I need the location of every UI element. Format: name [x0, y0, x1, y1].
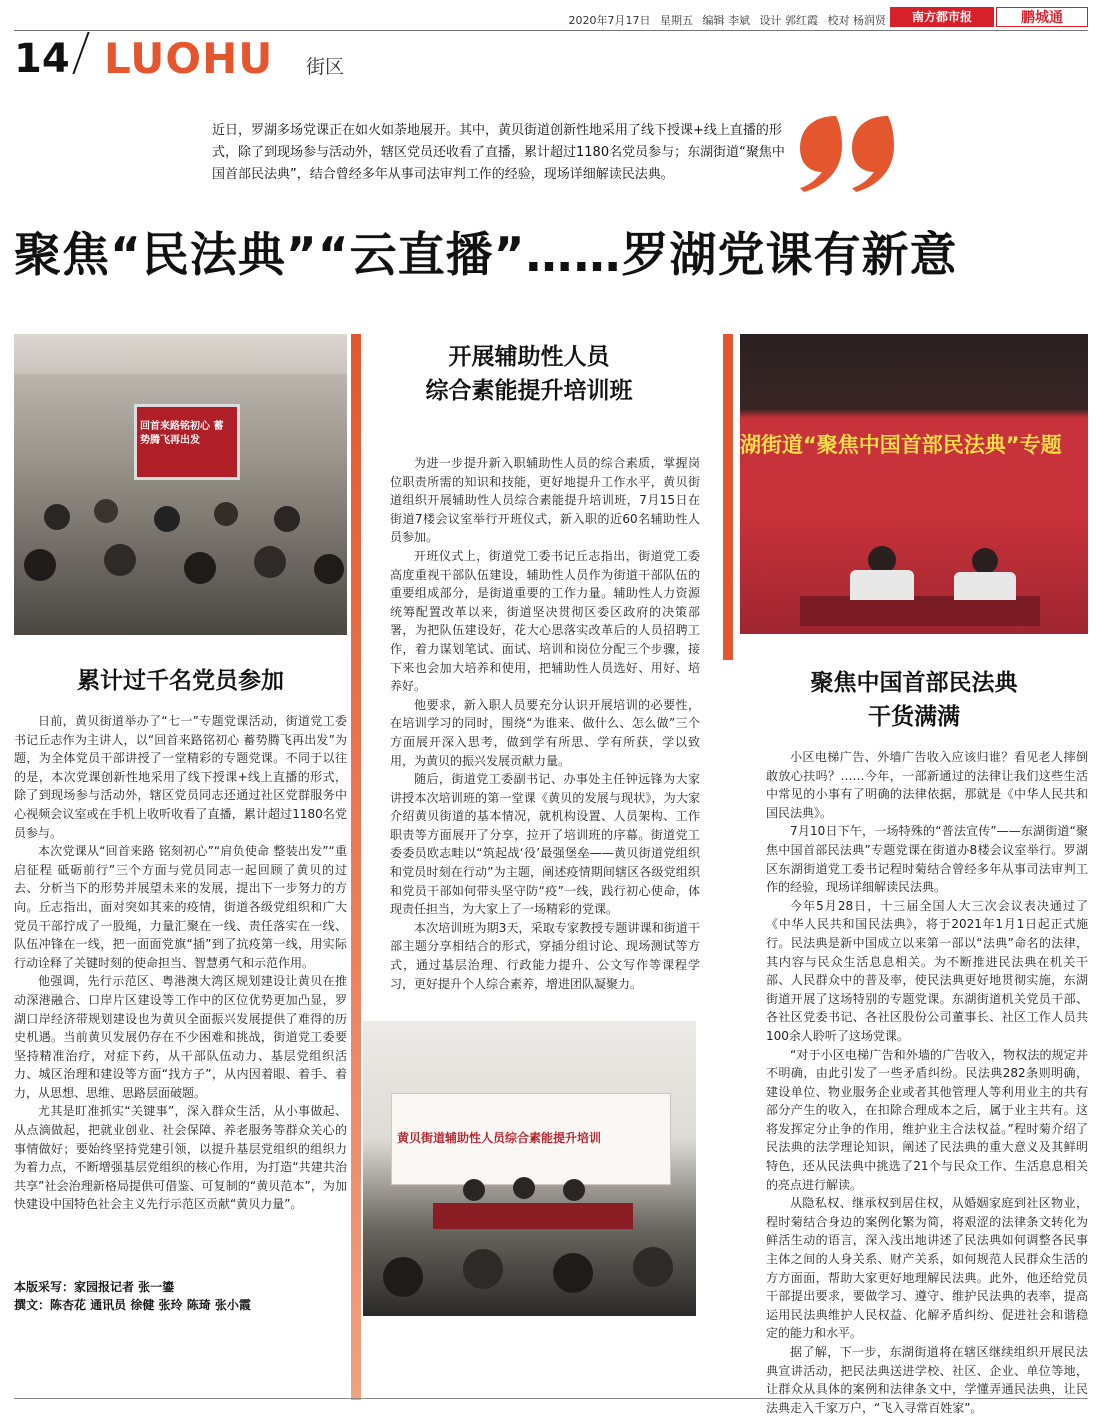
quote-icon: [796, 112, 894, 192]
photo-screen-caption: 回首来路铭初心 蓄势腾飞再出发: [140, 421, 224, 446]
middle-paragraph: 他要求，新入职人员要充分认识开展培训的必要性，在培训学习的同时，围绕“为谁来、做什么、怎么做”三个方面展开深入思考，做到学有所思、学有所获，学以致用，为黄贝的振兴发展贡献力量。: [390, 697, 700, 768]
right-paragraph: 今年5月28日，十三届全国人大三次会议表决通过了《中华人民共和国民法典》，将于2021年1月1日起正式施行。民法典是新中国成立以来第一部以“法典”命名的法律，其内容与民众生活息息相关。为不断推进民法典在机关干部、人民群众中的普及率，使民法典更好地贯彻实施，东湖街道开展了这场特别的专题党课。东湖街道机关党员干部、各社区党委书记、各社区股份公司董事长、社区工作人员共100余人聆听了这场党课。: [766, 898, 1088, 1043]
right-paragraph: 从隐私权、继承权到居住权，从婚姻家庭到社区物业，程时菊结合身边的案例化繁为简，将艰涩的法律条文转化为鲜活生动的语言，深入浅出地讲述了民法典如何调整各民事主体之间的人身关系、财产关系，如何规范人民群众生活的方方面面，帮助大家更好地理解民法典。此外，他还给党员干部提出要求，要做学习、遵守、维护民法典的表率，提高运用民法典维护人民权益、化解矛盾纠纷、促进社会和谐稳定的能力和水平。: [766, 1196, 1088, 1341]
issue-weekday: 星期五: [660, 14, 693, 27]
left-paragraph: 日前，黄贝街道举办了“七一”专题党课活动，街道党工委书记丘志作为主讲人，以“回首来路铭初心 蓄势腾飞再出发”为题，为全体党员干部讲授了一堂精彩的专题党课。不同于以往的是，本次党课创新性地采用了线下授课+线上直播的形式，除了到现场参与活动外，辖区党员同志还通过社区党群服务中心视频会议室或在手机上收听收看了直播，累计超过1180名党员参与。: [14, 714, 347, 840]
right-paragraph: 小区电梯广告、外墙广告收入应该归谁？看见老人摔倒敢放心扶吗？……今年，一部新通过的法律让我们这些生活中常见的小事有了明确的法律依据，那就是《中华人民共和国民法典》。: [766, 750, 1088, 820]
sub-brand-logo: 鹏城通: [996, 7, 1088, 27]
middle-paragraph: 本次培训班为期3天，采取专家教授专题讲课和街道干部主题分享相结合的形式，穿插分组讨论、现场测试等方式，通过基层治理、行政能力提升、公文写作等课程学习，更好提升个人综合素养，增进团队凝聚力。: [390, 920, 700, 991]
photo-classroom-lecture: [14, 334, 347, 635]
left-paragraph: 本次党课从“回首来路 铭刻初心”“肩负使命 整装出发”“重启征程 砥砺前行”三个方面与党员同志一起回顾了黄贝的过去、分析当下的形势并展望未来的发展，提出下一步努力的方向。丘志指出，面对突如其来的疫情，街道各级党组织和广大党员干部拧成了一股绳，力量汇聚在一线、责任落实在一线、队伍冲锋在一线，把一面面党旗“插”到了抗疫第一线，用实际行动诠释了关键时刻的使命担当、智慧勇气和示范作用。: [14, 844, 347, 970]
right-paragraph: “对于小区电梯广告和外墙的广告收入，物权法的规定并不明确，由此引发了一些矛盾纠纷。民法典282条则明确，建设单位、物业服务企业或者其他管理人等利用业主的共有部分产生的收入，在扣除合理成本之后，属于业主共有。这将发挥定分止争的作用，维护业主合法权益。”程时菊介绍了民法典的法学理论知识，阐述了民法典的重大意义及其鲜明特色，还从民法典中挑选了21个与民众工作、生活息息相关的亮点进行解读。: [766, 1047, 1088, 1192]
intro-summary: 近日，罗湖多场党课正在如火如荼地展开。其中，黄贝街道创新性地采用了线下授课+线上直播的形式，除了到现场参与活动外，辖区党员还收看了直播，累计超过1180名党员参与；东湖街道“聚焦中国首部民法典”，结合曾经多年从事司法审判工作的经验，现场详细解读民法典。: [212, 123, 785, 182]
left-paragraph: 尤其是盯准抓实“关键事”，深入群众生活，从小事做起、从点滴做起，把就业创业、社会保障、养老服务等群众关心的事情做好；要始终坚持党建引领，以提升基层党组织的组织力为着力点，不断增强基层党组织的核心作用，为打造“共建共治共享”社会治理新格局提供可借鉴、可复制的“黄贝范本”，为加快建设中国特色社会主义先行示范区贡献“黄贝力量”。: [14, 1104, 347, 1212]
designer-credit: 设计 郭红霞: [759, 14, 818, 27]
masthead-info: [563, 12, 887, 28]
proofreader-credit: 校对 杨润贤: [827, 14, 886, 27]
issue-date: 2020年7月17日: [568, 14, 651, 27]
main-headline: 聚焦“民法典”“云直播”……罗湖党课有新意: [14, 228, 958, 283]
right-heading-line1: 聚焦中国首部民法典: [810, 670, 1018, 696]
right-article-heading: [740, 666, 1088, 734]
middle-paragraph: 随后，街道党工委副书记、办事处主任钟远锋为大家讲授本次培训班的第一堂课《黄贝的发展与现状》，为大家介绍黄贝街道的基本情况，就机构设置、人员架构、工作职责等方面展开了分享，拉开了培训班的序幕。街道党工委委员欧志畦以“筑起战‘役’最强堡垒——黄贝街道党组织和党员时刻在行动”为主题，阐述疫情期间辖区各级党组织和党员干部如何带头坚守防“疫”一线，践行初心使命，体现责任担当，为大家上了一场精彩的党课。: [390, 772, 700, 917]
photo-training-banner-text: 黄贝街道辅助性人员综合素能提升培训: [397, 1131, 602, 1145]
right-paragraph: 据了解，下一步，东湖街道将在辖区继续组织开展民法典宣讲活动，把民法典送进学校、社区、企业、单位等地，让群众从具体的案例和法律条文中，学懂弄通民法典，让民法典走入千家万户，“飞入寻常百姓家”。: [766, 1345, 1088, 1415]
column-divider-left: [351, 334, 361, 1400]
middle-heading-line1: 开展辅助性人员: [448, 344, 610, 370]
right-article-body: [766, 748, 1088, 1417]
column-divider-right: [723, 334, 733, 660]
newspaper-logo: 南方都市报: [890, 7, 994, 27]
middle-article-heading: [370, 340, 688, 408]
middle-paragraph: 开班仪式上，街道党工委书记丘志指出，街道党工委高度重视干部队伍建设，辅助性人员作为街道干部队伍的重要组成部分，是街道重要的工作力量。辅助性人力资源统筹配置改革以来，街道坚决贯彻区委区政府的决策部署，为把队伍建设好，花大心思落实改革后的人员招聘工作，着力谋划笔试、面试、培训和岗位分配三个步骤，接下来也会加大培养和使用，把辅助性人员选好、用好、培养好。: [390, 548, 700, 694]
right-paragraph: 7月10日下午，一场特殊的“普法宣传”——东湖街道“聚焦中国首部民法典”专题党课在街道办8楼会议室举行。罗湖区东湖街道党工委书记程时菊结合曾经多年从事司法审判工作的经验，现场详细解读民法典。: [766, 824, 1088, 895]
middle-heading-line2: 综合素能提升培训班: [425, 378, 633, 404]
photo-training-session: [363, 1021, 696, 1316]
section-subtitle: 街区: [306, 56, 345, 78]
left-article-body: [14, 712, 347, 1214]
reporter-credit: 本版采写：家园报记者 张一鎏: [14, 1280, 175, 1294]
photo-banner-text: 湖街道“聚焦中国首部民法典”专题: [740, 433, 1062, 457]
top-rule: [14, 30, 1088, 31]
byline-credits: [14, 1278, 344, 1314]
left-article-heading: 累计过千名党员参加: [77, 668, 284, 694]
bottom-rule: [14, 1398, 1088, 1399]
header-slash: [72, 32, 89, 74]
page-number: 14: [14, 36, 70, 82]
writers-credit: 撰文：陈杏花 通讯员 徐健 张玲 陈琦 张小霞: [14, 1298, 251, 1312]
left-paragraph: 他强调，先行示范区、粤港澳大湾区规划建设让黄贝在推动深港融合、口岸片区建设等工作中的区位优势更加凸显，罗湖口岸经济带规划建设也为黄贝全面振兴发展提供了难得的历史机遇。当前黄贝发展仍存在不少困难和挑战，街道党工委要坚持精准治疗，对症下药，从干部队伍动力、基层党组织活力、城区治理和建设等方面“找方子”，从内因着眼、着手、着力，从思想、思维、思路层面破题。: [14, 974, 347, 1100]
middle-article-body: [390, 454, 700, 993]
photo-civil-code-lecture: [740, 334, 1088, 634]
editor-credit: 编辑 李斌: [702, 14, 750, 27]
section-title: LUOHU: [104, 34, 274, 83]
right-heading-line2: 干货满满: [868, 704, 960, 730]
middle-paragraph: 为进一步提升新入职辅助性人员的综合素质，掌握岗位职责所需的知识和技能，更好地提升工作水平，黄贝街道组织开展辅助性人员综合素能提升培训班，7月15日在街道7楼会议室举行开班仪式，新入职的近60名辅助性人员参加。: [390, 456, 700, 545]
